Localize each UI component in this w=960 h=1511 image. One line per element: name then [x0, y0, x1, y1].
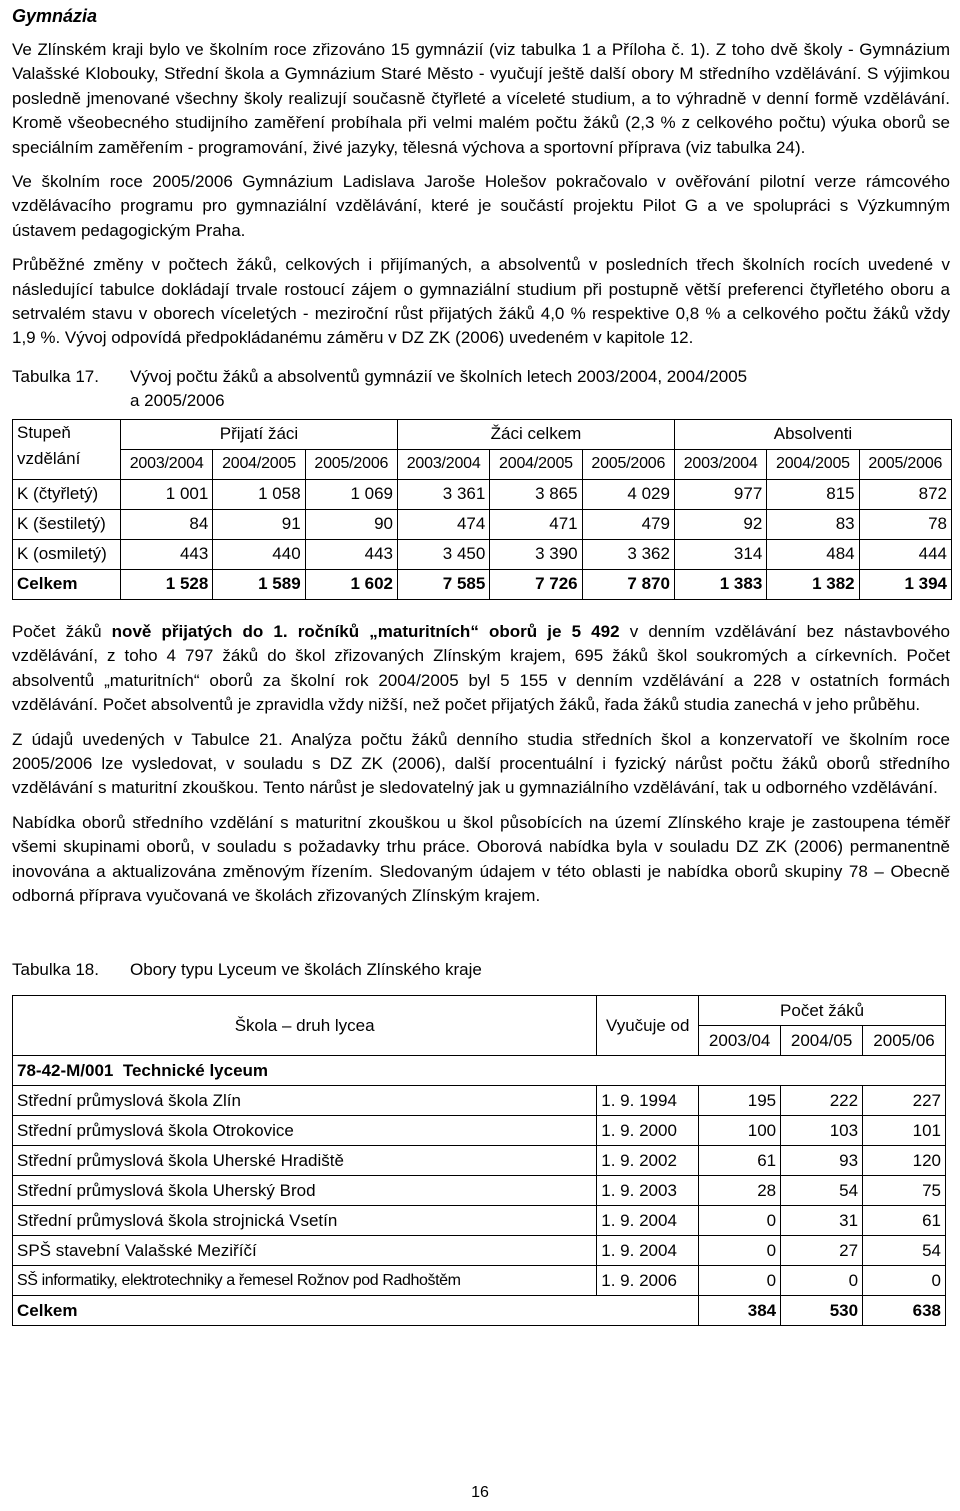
- cell: 0: [699, 1206, 781, 1236]
- cell: 92: [674, 509, 766, 539]
- taught-since: 1. 9. 2002: [597, 1146, 699, 1176]
- cell: 54: [863, 1236, 946, 1266]
- taught-since: 1. 9. 2000: [597, 1116, 699, 1146]
- table17-title-line1: Vývoj počtu žáků a absolventů gymnázií ve školních letech 2003/2004, 2004/2005: [130, 366, 748, 386]
- cell: 0: [699, 1236, 781, 1266]
- cell: 3 390: [490, 539, 582, 569]
- table17-caption: [12, 365, 950, 413]
- paragraph-offer: Nabídka oborů středního vzdělání s maturitní zkouškou u škol působících na území Zlínského kraje je zastoupena téměř všemi skupinami oborů, v souladu s požadavky trhu práce. Oborová nabídka byla v souladu DZ ZK (2006) permanentně inovována a aktualizována změnovým řízením. Sledovaným údajem v této oblasti je nabídka oborů skupiny 78 – Obecně odborná příprava vyučovaná ve školách zřizovaných Zlínským krajem.: [12, 812, 950, 905]
- school-name: Střední průmyslová škola Uherský Brod: [13, 1176, 597, 1206]
- cell: 1 383: [674, 569, 766, 599]
- row-label: K (osmiletý): [13, 539, 121, 569]
- row-label: K (čtyřletý): [13, 479, 121, 509]
- cell: 91: [213, 509, 305, 539]
- cell: 1 069: [305, 479, 397, 509]
- taught-since: 1. 9. 2004: [597, 1236, 699, 1266]
- cell: 3 865: [490, 479, 582, 509]
- cell: 195: [699, 1086, 781, 1116]
- cell: 27: [781, 1236, 863, 1266]
- table18-label: Tabulka 18.: [12, 960, 99, 980]
- cell: 440: [213, 539, 305, 569]
- year-header: 2004/2005: [213, 449, 305, 479]
- school-name: SPŠ stavební Valašské Meziříčí: [13, 1236, 597, 1266]
- cell: 61: [699, 1146, 781, 1176]
- cell: 530: [781, 1296, 863, 1326]
- year-header: 2004/2005: [490, 449, 582, 479]
- cell: 1 001: [121, 479, 213, 509]
- year-header: 2005/2006: [305, 449, 397, 479]
- table-total-row: [13, 569, 952, 599]
- student-count-header: Počet žáků: [699, 996, 946, 1026]
- text-run: v denním vzdělávání bez nástavbového vzdělávání, z toho 4 797 žáků do škol zřizovaných Zlínským krajem, 695 žáků škol soukromých a církevních. Počet absolventů „maturitních“ oborů za školní rok 2004/2005 byl 5 155 v denním vzdělávání a 228 v ostatních formách vzdělávání. Počet absolventů je zpravidla vždy nižší, než počet přijatých žáků, řada žáků studia zanechá v jeho průběhu.: [12, 621, 950, 715]
- cell: 384: [699, 1296, 781, 1326]
- table-row: [13, 1206, 946, 1236]
- cell: 1 602: [305, 569, 397, 599]
- cell: 314: [674, 539, 766, 569]
- cell: 93: [781, 1146, 863, 1176]
- table17-title-line2: a 2005/2006: [130, 390, 225, 410]
- cell: 471: [490, 509, 582, 539]
- stub-header-line1: Stupeň: [17, 422, 71, 442]
- cell: 61: [863, 1206, 946, 1236]
- table-row: [13, 1146, 946, 1176]
- table17: [12, 419, 952, 600]
- school-header: Škola – druh lycea: [13, 996, 597, 1056]
- table-row: [13, 509, 952, 539]
- cell: 3 362: [582, 539, 674, 569]
- taught-since: 1. 9. 2004: [597, 1206, 699, 1236]
- cell: 84: [121, 509, 213, 539]
- school-name: Střední průmyslová škola Uherské Hradiště: [13, 1146, 597, 1176]
- cell: 31: [781, 1206, 863, 1236]
- table17-stub-header: [13, 419, 121, 479]
- taught-since: 1. 9. 1994: [597, 1086, 699, 1116]
- cell: 90: [305, 509, 397, 539]
- cell: 7 726: [490, 569, 582, 599]
- table18-title: Obory typu Lyceum ve školách Zlínského kraje: [130, 960, 482, 980]
- taught-since-header: Vyučuje od: [597, 996, 699, 1056]
- cell: 222: [781, 1086, 863, 1116]
- cell: 103: [781, 1116, 863, 1146]
- cell: 1 528: [121, 569, 213, 599]
- cell: 0: [863, 1266, 946, 1296]
- cell: 83: [767, 509, 859, 539]
- school-name: Střední průmyslová škola strojnická Vsetín: [13, 1206, 597, 1236]
- table-row: [13, 1266, 946, 1296]
- paragraph-admitted: [12, 620, 950, 718]
- cell: 0: [699, 1266, 781, 1296]
- taught-since: 1. 9. 2006: [597, 1266, 699, 1296]
- text-run: Počet žáků: [12, 621, 112, 641]
- cell: 479: [582, 509, 674, 539]
- year-header: 2003/2004: [674, 449, 766, 479]
- document-page: [12, 0, 950, 1326]
- year-header: 2005/2006: [859, 449, 951, 479]
- cell: 443: [121, 539, 213, 569]
- year-header: 2003/2004: [397, 449, 489, 479]
- section-title: Gymnázia: [12, 6, 98, 26]
- table-total-row: [13, 1296, 946, 1326]
- cell: 227: [863, 1086, 946, 1116]
- cell: 872: [859, 479, 951, 509]
- cell: 444: [859, 539, 951, 569]
- cell: 443: [305, 539, 397, 569]
- school-name: SŠ informatiky, elektrotechniky a řemesel Rožnov pod Radhoštěm: [13, 1266, 597, 1296]
- table17-label: Tabulka 17.: [12, 366, 99, 386]
- cell: 638: [863, 1296, 946, 1326]
- cell: 3 450: [397, 539, 489, 569]
- paragraph-pilot: Ve školním roce 2005/2006 Gymnázium Ladislava Jaroše Holešov pokračovalo v ověřování pilotní verze rámcového vzdělávacího programu pro gymnaziální vzdělávání, které je součástí projektu Pilot G a ve spolupráci s Výzkumným ústavem pedagogickým Praha.: [12, 172, 950, 240]
- cell: 484: [767, 539, 859, 569]
- year-header: 2003/2004: [121, 449, 213, 479]
- year-header: 2005/06: [863, 1026, 946, 1056]
- cell: 100: [699, 1116, 781, 1146]
- school-name: Střední průmyslová škola Otrokovice: [13, 1116, 597, 1146]
- group-header: Žáci celkem: [397, 419, 674, 449]
- year-header: 2004/05: [781, 1026, 863, 1056]
- cell: 54: [781, 1176, 863, 1206]
- group-header: Přijatí žáci: [121, 419, 398, 449]
- cell: 3 361: [397, 479, 489, 509]
- row-label: Celkem: [13, 569, 121, 599]
- paragraph-analysis: Z údajů uvedených v Tabulce 21. Analýza počtu žáků denního studia středních škol a konzervatoří ve školním roce 2005/2006 lze vysledovat, v souladu s DZ ZK (2006), další procentuální i fyzický nárůst počtu žáků oborů středního vzdělávání s maturitní zkouškou. Tento nárůst je sledovatelný jak u gymnaziálního vzdělávání, tak u odborného vzdělávání.: [12, 729, 950, 798]
- cell: 7 585: [397, 569, 489, 599]
- table-row: [13, 1086, 946, 1116]
- table-row: [13, 1116, 946, 1146]
- cell: 28: [699, 1176, 781, 1206]
- cell: 977: [674, 479, 766, 509]
- cell: 1 382: [767, 569, 859, 599]
- table-row: [13, 479, 952, 509]
- year-header: 2004/2005: [767, 449, 859, 479]
- group-row: [13, 1056, 946, 1086]
- group-header: Absolventi: [674, 419, 951, 449]
- paragraph-changes: Průběžné změny v počtech žáků, celkových i přijímaných, a absolventů v posledních třech školních rocích uvedené v následující tabulce dokládají trvale rostoucí zájem o gymnaziální studium při postupně větší preferenci čtyřletého oboru a setrvalém stavu v oborech víceletých - meziroční růst přijatých žáků 4,0 % respektive 0,8 % a celkového počtu žáků vždy 1,9 %. Vývoj odpovídá předpokládanému záměru v DZ ZK (2006) uvedeném v kapitole 12.: [12, 255, 950, 348]
- year-header: 2005/2006: [582, 449, 674, 479]
- school-name: Střední průmyslová škola Zlín: [13, 1086, 597, 1116]
- table18: [12, 995, 946, 1326]
- cell: 1 589: [213, 569, 305, 599]
- cell: 1 394: [859, 569, 951, 599]
- paragraph-intro: Ve Zlínském kraji bylo ve školním roce zřizováno 15 gymnázií (viz tabulka 1 a Příloha č. 1). Z toho dvě školy - Gymnázium Valašské Klobouky, Střední škola a Gymnázium Staré Město - vyučují ještě další obory M středního vzdělávání. S výjimkou posledně jmenované všechny školy realizují současně čtyřleté a víceleté studium, a to výhradně v denní formě vzdělávání. Kromě všeobecného studijního zaměření probíhala při velmi malém počtu žáků (2,3 % z celkového počtu) výuka oborů se speciálním zaměřením - programování, živé jazyky, tělesná výchova a sportovní příprava (viz tabulka 24).: [12, 40, 950, 157]
- row-label: Celkem: [13, 1296, 699, 1326]
- cell: 0: [781, 1266, 863, 1296]
- cell: 75: [863, 1176, 946, 1206]
- cell: 78: [859, 509, 951, 539]
- taught-since: 1. 9. 2003: [597, 1176, 699, 1206]
- cell: 474: [397, 509, 489, 539]
- year-header: 2003/04: [699, 1026, 781, 1056]
- cell: 4 029: [582, 479, 674, 509]
- group-label: 78-42-M/001 Technické lyceum: [13, 1056, 946, 1086]
- row-label: K (šestiletý): [13, 509, 121, 539]
- stub-header-line2: vzdělání: [17, 448, 81, 468]
- cell: 7 870: [582, 569, 674, 599]
- table-row: [13, 1236, 946, 1266]
- table-row: [13, 1176, 946, 1206]
- cell: 815: [767, 479, 859, 509]
- text-run-bold: nově přijatých do 1. ročníků „maturitních“ oborů je 5 492: [111, 621, 620, 641]
- table-row: [13, 539, 952, 569]
- table18-caption: [12, 958, 950, 982]
- cell: 120: [863, 1146, 946, 1176]
- cell: 101: [863, 1116, 946, 1146]
- page-number: 16: [471, 1484, 489, 1501]
- cell: 1 058: [213, 479, 305, 509]
